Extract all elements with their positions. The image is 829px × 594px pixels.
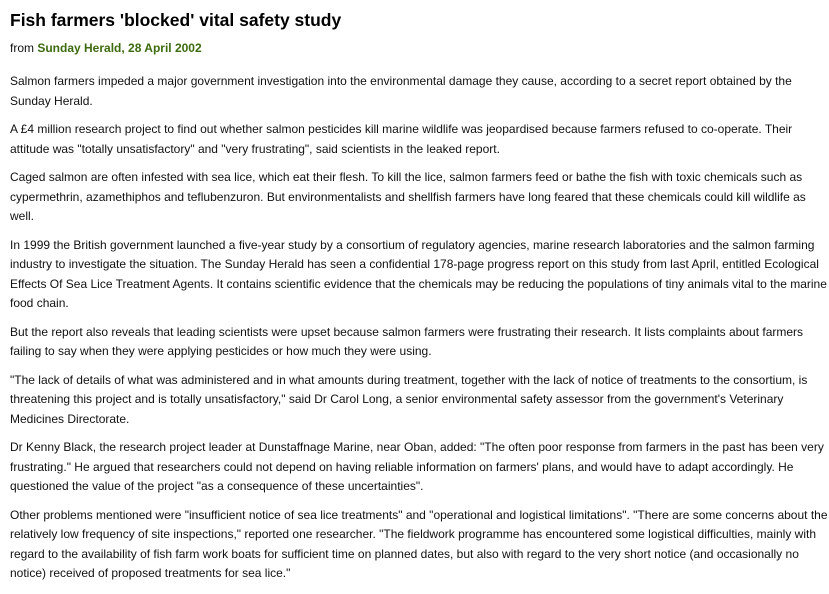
paragraph: In 1999 the British government launched a five-year study by a consortium of regulatory agencies, marine research laboratories and the salmon farming industry to investigate the situation. The Sunday Herald has seen a confidential 178-page progress report on this study from last April, entitled Ecological Effects Of Sea Lice Treatment Agents. It contains scientific evidence that the chemicals may be reducing the populations of tiny animals vital to the marine food chain. [10, 237, 827, 310]
paragraph: Dr Kenny Black, the research project leader at Dunstaffnage Marine, near Oban, added: "The often poor response from farmers in the past has been very frustrating." He argued that researchers could not depend on having reliable information on farmers' plans, and would have to adapt accordingly. He questioned the value of the project "as a consequence of these uncertainties". [10, 440, 824, 493]
byline [10, 39, 829, 57]
byline-prefix: from [10, 41, 34, 55]
paragraph: "The lack of details of what was administered and in what amounts during treatment, together with the lack of notice of treatments to the consortium, is threatening this project and is totally unsatisfactory," said Dr Carol Long, a senior environmental safety assessor from the government's Veterinary Medicines Directorate. [10, 372, 808, 426]
paragraph: A £4 million research project to find out whether salmon pesticides kill marine wildlife was jeopardised because farmers refused to co-operate. Their attitude was "totally unsatisfactory" and "very frustrating", said scientists in the leaked report. [10, 122, 793, 156]
paragraph: But the report also reveals that leading scientists were upset because salmon farmers were frustrating their research. It lists complaints about farmers failing to say when they were applying pesticides or how much they were using. [10, 324, 804, 358]
paragraph: Salmon farmers impeded a major government investigation into the environmental damage they cause, according to a secret report obtained by the Sunday Herald. [10, 74, 792, 108]
source-attribution: Sunday Herald, 28 April 2002 [37, 41, 202, 55]
article-body [10, 72, 829, 584]
paragraph: Other problems mentioned were "insufficient notice of sea lice treatments" and "operational and logistical limitations". "There are some concerns about the relatively low frequency of site inspections," reported one researcher. "The fieldwork programme has encountered some logistical difficulties, mainly with regard to the availability of fish farm work boats for sufficient time on planned dates, but also with regard to the very short notice (and occasionally no notice) received of proposed treatments for sea lice." [10, 507, 828, 580]
page-title: Fish farmers 'blocked' vital safety study [10, 10, 342, 30]
paragraph: Caged salmon are often infested with sea lice, which eat their flesh. To kill the lice, salmon farmers feed or bathe the fish with toxic chemicals such as cypermethrin, azamethiphos and teflubenzuron. But environmentalists and shellfish farmers have long feared that these chemicals could kill wildlife as well. [10, 170, 806, 223]
